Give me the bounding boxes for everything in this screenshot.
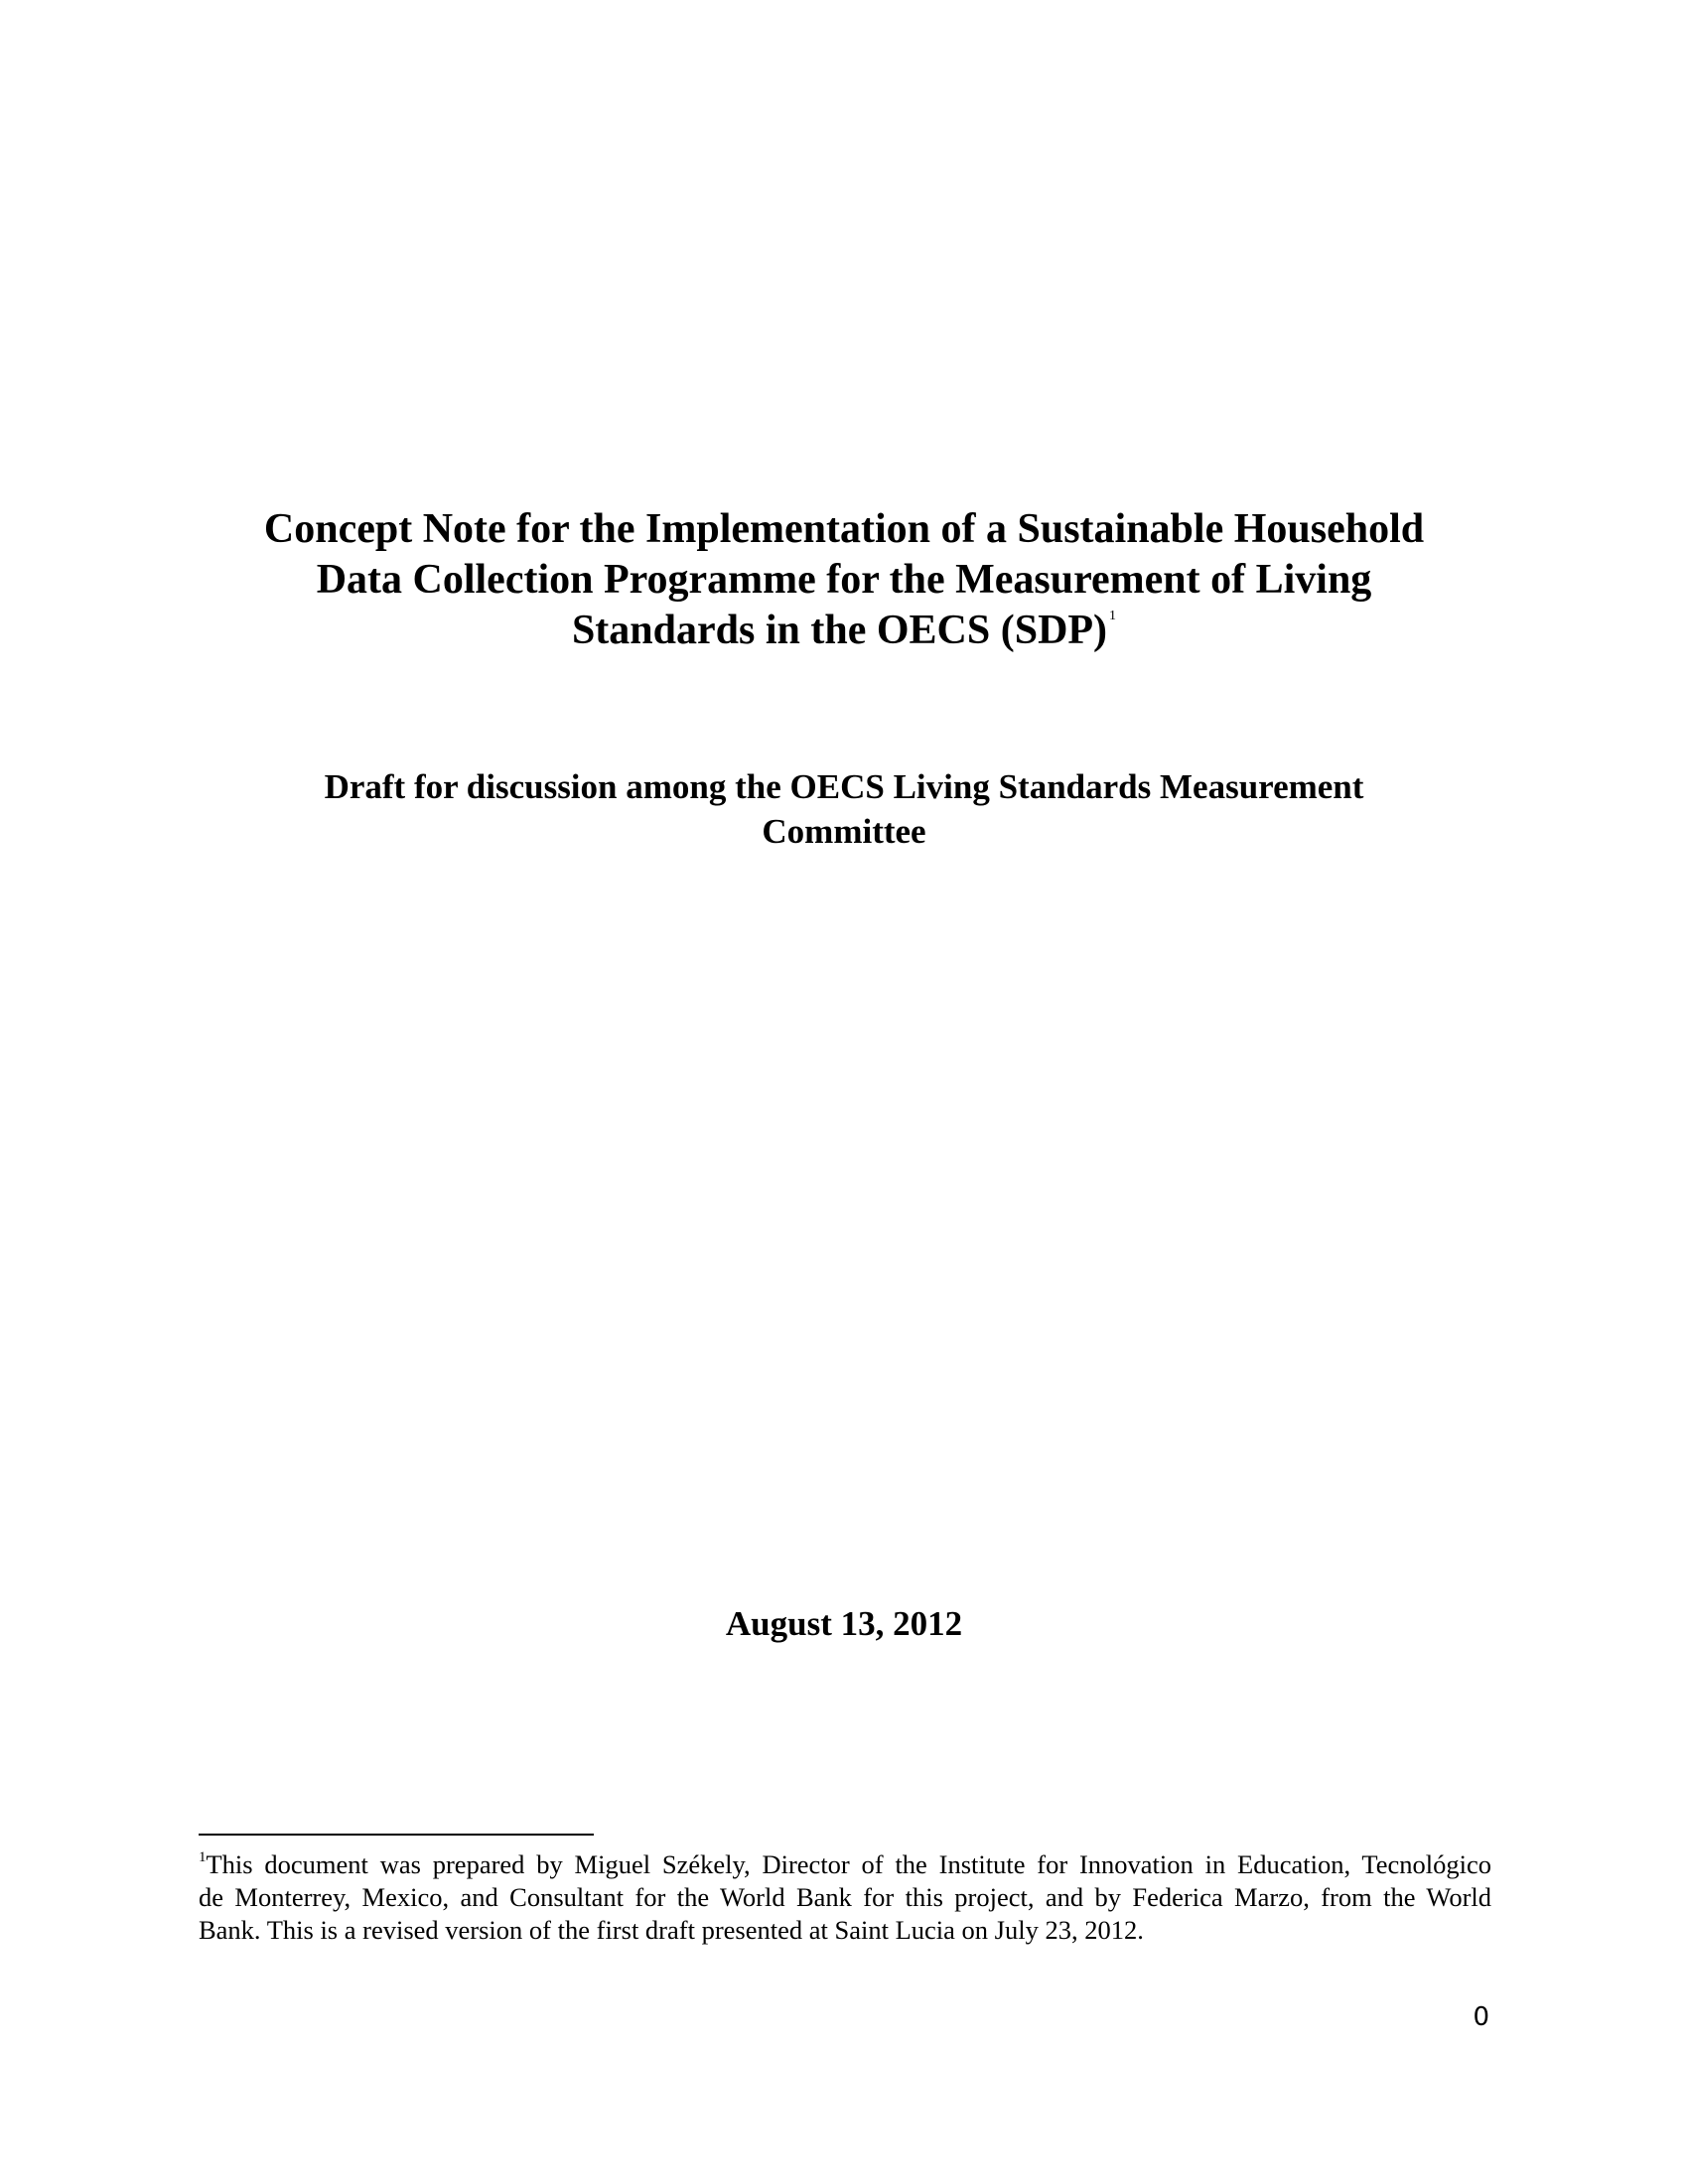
footnote bbox=[199, 1848, 1491, 1947]
footnote-line-3: Bank. This is a revised version of the first draft presented at Saint Lucia on July 23, 2012. bbox=[199, 1915, 1144, 1945]
page-number: 0 bbox=[1473, 2002, 1489, 2032]
title-footnote-marker[interactable]: 1 bbox=[1109, 609, 1117, 623]
footnote-line-2: de Monterrey, Mexico, and Consultant for the World Bank for this project, and by Federica Marzo, from the World bbox=[199, 1882, 1491, 1912]
footnote-marker: 1 bbox=[199, 1849, 207, 1865]
footnote-line-1-wrapper bbox=[199, 1848, 1491, 1881]
title-line-3-wrapper bbox=[199, 606, 1489, 656]
document-date: August 13, 2012 bbox=[725, 1604, 963, 1643]
document-title bbox=[199, 504, 1489, 656]
subtitle-line-2: Committee bbox=[762, 812, 926, 851]
title-line-1: Concept Note for the Implementation of a Sustainable Household bbox=[263, 506, 1425, 552]
footnote-line-1: This document was prepared by Miguel Székely, Director of the Institute for Innovation in Education, Tecnológico bbox=[206, 1849, 1491, 1879]
footnote-separator bbox=[199, 1834, 594, 1836]
document-subtitle bbox=[199, 764, 1489, 854]
title-line-2: Data Collection Programme for the Measurement of Living bbox=[316, 557, 1372, 603]
title-line-3: Standards in the OECS (SDP) bbox=[571, 608, 1108, 653]
subtitle-line-1: Draft for discussion among the OECS Living Standards Measurement bbox=[324, 767, 1364, 806]
